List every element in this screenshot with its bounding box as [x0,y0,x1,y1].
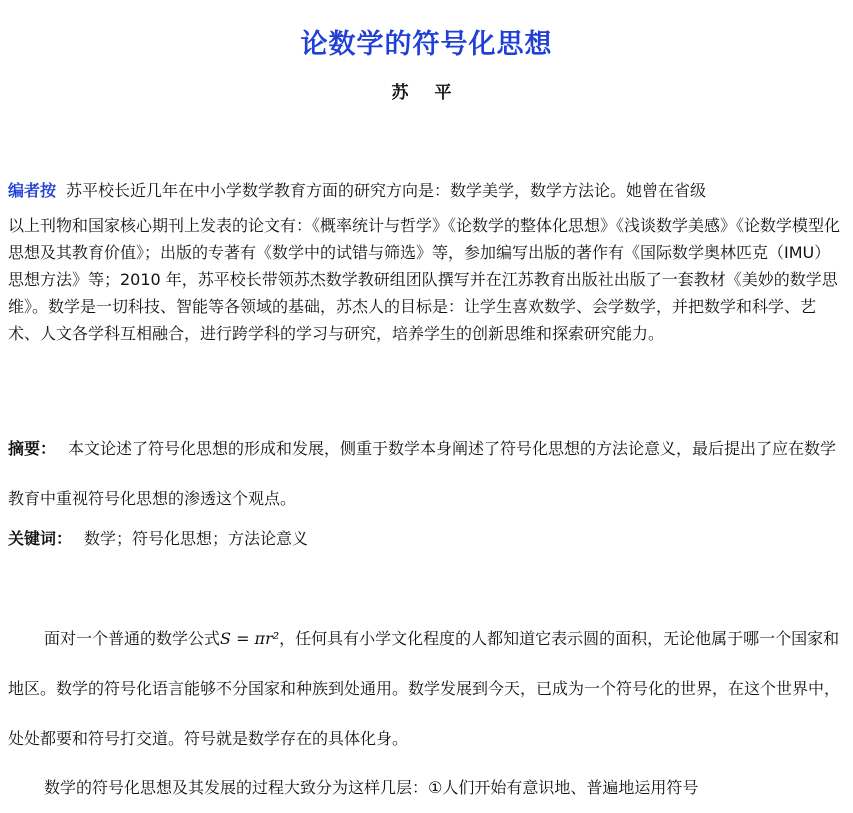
keywords-label: 关键词： [8,529,73,548]
editor-note-line1-text: 苏平校长近几年在中小学数学教育方面的研究方向是：数学美学，数学方法论。她曾在省级 [66,181,707,200]
p1-before-formula: 面对一个普通的数学公式 [44,629,221,648]
editor-note-rest-text: 以上刊物和国家核心期刊上发表的论文有：《概率统计与哲学》《论数学的整体化思想》《浅谈数学美感》《论数学模型化思想及其教育价值》；出版的专著有《数学中的试错与筛选》等，参加编写出版的著作有《国际数学奥林匹克（IMU）思想方法》等；2010 年，苏平校长带领苏杰数学教研组团队撰写并在江苏教育出版社出版了一套教材《美妙的数学思维》。数学是一切科技、智能等各领域的基础，苏杰人的目标是：让学生喜欢数学、会学数学，并把数学和科学、艺术、人文各学科互相融合，进行跨学科的学习与研究，培养学生的创新思维和探索研究能力。 [8,216,841,343]
keywords [8,522,846,556]
article-title: 论数学的符号化思想 [300,29,553,60]
article-author: 苏 平 [391,83,462,103]
body-paragraph-1 [8,614,846,764]
abstract-text: 本文论述了符号化思想的形成和发展，侧重于数学本身阐述了符号化思想的方法论意义，最后提出了应在数学教育中重视符号化思想的渗透这个观点。 [8,439,837,508]
p2-text: 数学的符号化思想及其发展的过程大致分为这样几层：①人们开始有意识地、普遍地运用符号 [44,778,699,797]
abstract [8,424,846,524]
editor-note-label: 编者按 [8,181,57,200]
keywords-text: 数学；符号化思想；方法论意义 [84,529,309,548]
abstract-label: 摘要： [8,439,57,458]
editor-note-first-line [8,177,846,204]
body-paragraph-2 [8,763,846,813]
circle-area-formula: S = πr² [220,629,280,648]
editor-note [8,177,846,347]
p1-after-formula: ，任何具有小学文化程度的人都知道它表示圆的面积，无论他属于哪一个国家和地区。数学的符号化语言能够不分国家和种族到处通用。数学发展到今天，已成为一个符号化的世界，在这个世界中，处处都要和符号打交道。符号就是数学存在的具体化身。 [8,629,841,748]
